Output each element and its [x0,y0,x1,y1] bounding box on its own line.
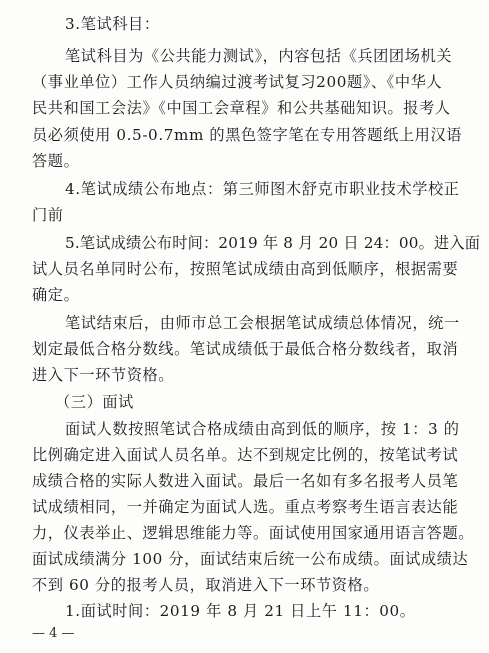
paragraph-line: 1.面试时间：2019 年 8 月 21 日上午 11：00。 [65,602,416,620]
paragraph-line: 不到 60 分的报考人员，取消进入下一环节资格。 [32,576,380,594]
paragraph-line: 成绩合格的实际人数进入面试。最后一名如有多名报考人员笔 [32,472,459,490]
paragraph-line: （事业单位）工作人员纳编过渡考试复习200题》、《中华人 [32,73,443,91]
paragraph-line: 笔试科目为《公共能力测试》，内容包括《兵团团场机关 [65,47,453,65]
paragraph-line: 答题。 [32,152,80,170]
paragraph-line: 笔试结束后，由师市总工会根据笔试成绩总体情况，统一 [65,314,460,332]
paragraph-line: 员必须使用 0.5-0.7mm 的黑色签字笔在专用答题纸上用汉语 [32,126,463,144]
paragraph-line: 比例确定进入面试人员名单。达不到规定比例的，按笔试考试 [32,446,459,464]
paragraph-line: 进入下一环节资格。 [32,366,175,384]
paragraph-line: 试成绩相同，一并确定为面试人选。重点考察考生语言表达能 [32,498,459,516]
paragraph-line: 划定最低合格分数线。笔试成绩低于最低合格分数线者，取消 [32,340,459,358]
page-number: — 4 — [32,626,75,641]
paragraph-line: 5.笔试成绩公布时间：2019 年 8 月 20 日 24：00。进入面 [65,234,481,252]
section-heading-interview: （三）面试 [55,393,134,411]
paragraph-line: 门前 [32,206,64,224]
paragraph-line: 力，仪表举止、逻辑思维能力等。面试使用国家通用语言答题。 [32,524,475,542]
paragraph-line: 民共和国工会法》《中国工会章程》和公共基础知识。报考人 [32,99,451,117]
paragraph-line: 面试成绩满分 100 分，面试结束后统一公布成绩。面试成绩达 [32,550,469,568]
paragraph-line: 试人员名单同时公布，按照笔试成绩由高到低顺序，根据需要 [32,260,459,278]
paragraph-line: 确定。 [32,286,80,304]
heading-written-exam-subjects: 3.笔试科目： [65,15,160,33]
paragraph-line: 4.笔试成绩公布地点：第三师图木舒克市职业技术学校正 [65,180,460,198]
paragraph-line: 面试人数按照笔试合格成绩由高到低的顺序，按 1：3 的 [65,420,460,438]
